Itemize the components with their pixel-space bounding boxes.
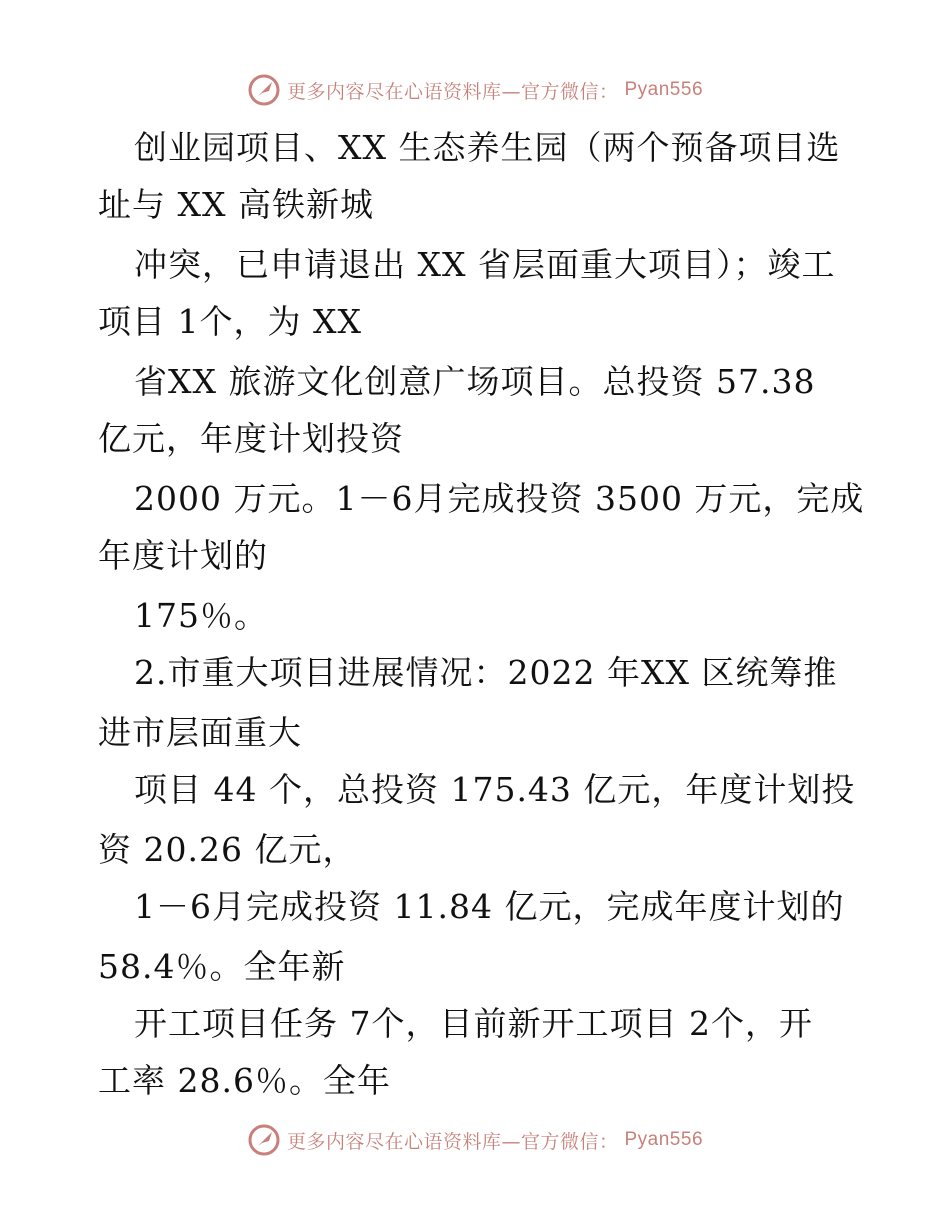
text-line: 年度计划的 xyxy=(98,536,268,575)
text-line: 175％。 xyxy=(134,596,268,635)
text-line: 工率 28.6％。全年 xyxy=(98,1061,391,1100)
text-line: 资 20.26 亿元， xyxy=(98,830,357,869)
watermark-text: 更多内容尽在心语资料库—官方微信： xyxy=(286,80,619,103)
text-line: 创业园项目、XX 生态养生园（两个预备项目选 xyxy=(134,128,841,167)
text-line: 亿元，年度计划投资 xyxy=(98,419,404,458)
text-line: 址与 XX 高铁新城 xyxy=(98,185,374,224)
quill-logo-icon xyxy=(247,1123,281,1157)
watermark-contact: Pyan556 xyxy=(624,79,704,100)
text-line: 冲突，已申请退出 XX 省层面重大项目）；竣工 xyxy=(134,245,836,284)
text-line: 58.4％。全年新 xyxy=(98,947,346,986)
watermark-footer xyxy=(0,1120,950,1160)
text-line: 进市层面重大 xyxy=(98,713,302,752)
text-line: 2.市重大项目进展情况：2022 年XX 区统筹推 xyxy=(134,653,838,692)
text-line: 项目 44 个，总投资 175.43 亿元，年度计划投 xyxy=(134,770,856,809)
text-line: 省XX 旅游文化创意广场项目。总投资 57.38 xyxy=(134,362,816,401)
watermark-text: 更多内容尽在心语资料库—官方微信： xyxy=(286,1130,619,1153)
text-line: 项目 1个，为 XX xyxy=(98,302,362,341)
text-line: 1－6月完成投资 11.84 亿元，完成年度计划的 xyxy=(134,887,845,926)
watermark-contact: Pyan556 xyxy=(624,1129,704,1150)
text-line: 2000 万元。1－6月完成投资 3500 万元，完成 xyxy=(134,479,865,518)
text-line: 开工项目任务 7个，目前新开工项目 2个，开 xyxy=(134,1004,813,1043)
